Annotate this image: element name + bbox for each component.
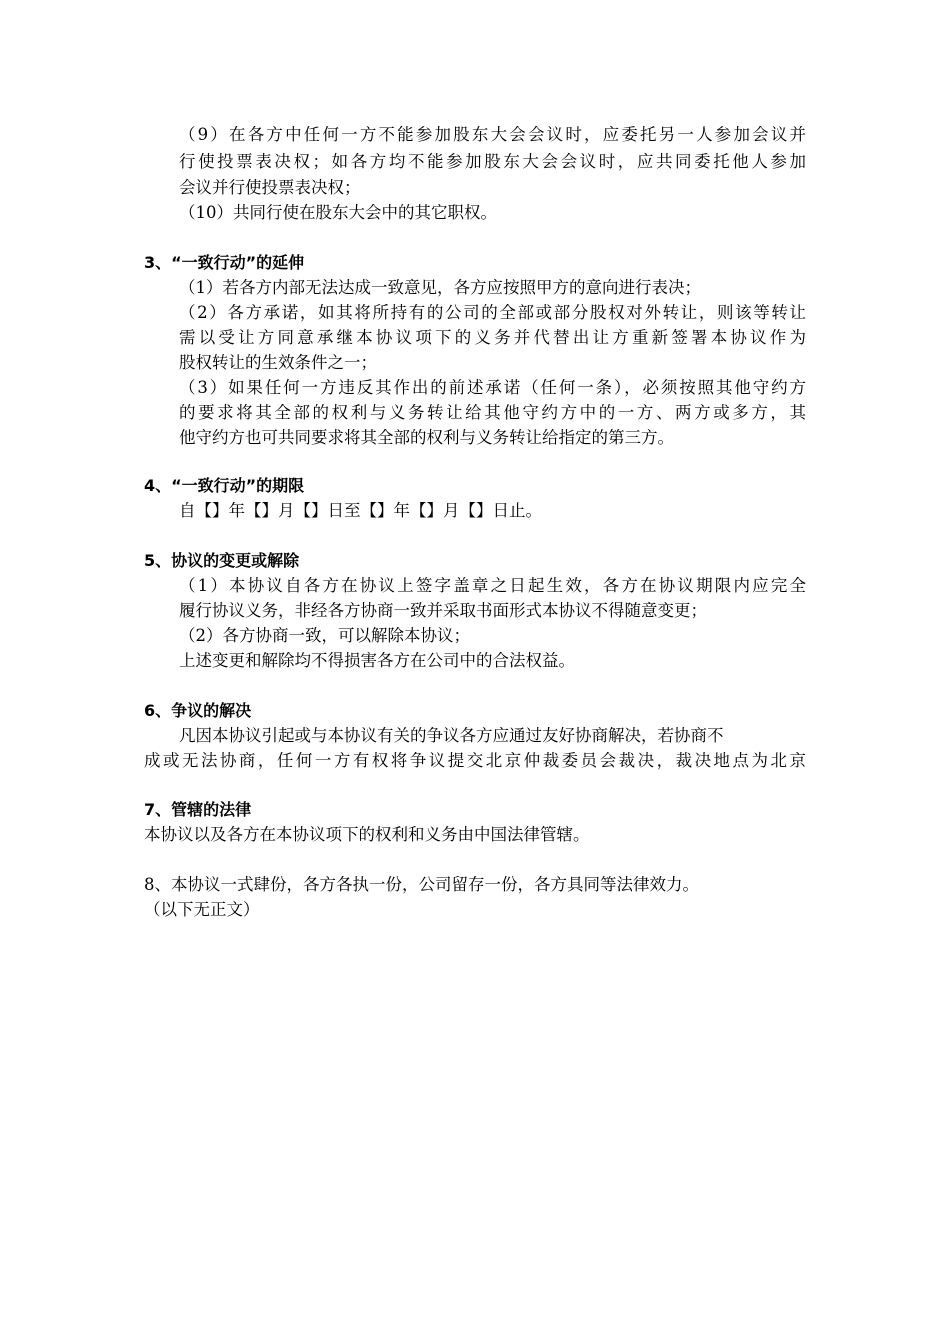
clause3-item2-line2: 需以受让方同意承继本协议项下的义务并代替出让方重新签署本协议作为 xyxy=(179,328,806,347)
clause2-item9-line1: （9）在各方中任何一方不能参加股东大会会议时，应委托另一人参加会议并 xyxy=(179,125,806,144)
clause6-body-line2: 成或无法协商，任何一方有权将争议提交北京仲裁委员会裁决，裁决地点为北京 xyxy=(144,751,806,770)
clause5-item1-line2: 履行协议义务，非经各方协商一致并采取书面形式本协议不得随意变更； xyxy=(179,601,707,620)
clause5-item1-line1: （1）本协议自各方在协议上签字盖章之日起生效，各方在协议期限内应完全 xyxy=(179,576,806,595)
clause6-body-line1: 凡因本协议引起或与本协议有关的争议各方应通过友好协商解决，若协商不 xyxy=(179,726,724,745)
end-note: （以下无正文） xyxy=(144,900,260,919)
clause5-item2: （2）各方协商一致，可以解除本协议； xyxy=(179,626,470,645)
clause5-note: 上述变更和解除均不得损害各方在公司中的合法权益。 xyxy=(179,651,575,670)
clause7-heading: 7、管辖的法律 xyxy=(144,800,252,819)
clause3-heading: 3、“一致行动”的延伸 xyxy=(144,253,305,272)
clause5-heading: 5、协议的变更或解除 xyxy=(144,551,300,570)
clause8-body: 8、本协议一式肆份，各方各执一份，公司留存一份，各方具同等法律效力。 xyxy=(144,875,699,894)
clause7-body: 本协议以及各方在本协议项下的权利和义务由中国法律管辖。 xyxy=(144,825,590,844)
clause3-item3-line1: （3）如果任何一方违反其作出的前述承诺（任何一条），必须按照其他守约方 xyxy=(179,378,806,397)
clause2-item9-line3: 会议并行使投票表决权； xyxy=(179,178,361,197)
clause4-heading: 4、“一致行动”的期限 xyxy=(144,476,305,495)
clause4-body: 自【】年【】月【】日至【】年【】月【】日止。 xyxy=(179,501,542,520)
clause3-item2-line3: 股权转让的生效条件之一； xyxy=(179,353,377,372)
clause6-heading: 6、争议的解决 xyxy=(144,701,252,720)
clause3-item1: （1）若各方内部无法达成一致意见，各方应按照甲方的意向进行表决； xyxy=(179,278,701,297)
clause2-item10: （10）共同行使在股东大会中的其它职权。 xyxy=(179,203,497,222)
clause3-item2-line1: （2）各方承诺，如其将所持有的公司的全部或部分股权对外转让，则该等转让 xyxy=(179,303,806,322)
clause3-item3-line2: 的要求将其全部的权利与义务转让给其他守约方中的一方、两方或多方，其 xyxy=(179,403,806,422)
clause2-item9-line2: 行使投票表决权；如各方均不能参加股东大会会议时，应共同委托他人参加 xyxy=(179,152,806,171)
clause3-item3-line3: 他守约方也可共同要求将其全部的权利与义务转让给指定的第三方。 xyxy=(179,428,674,447)
